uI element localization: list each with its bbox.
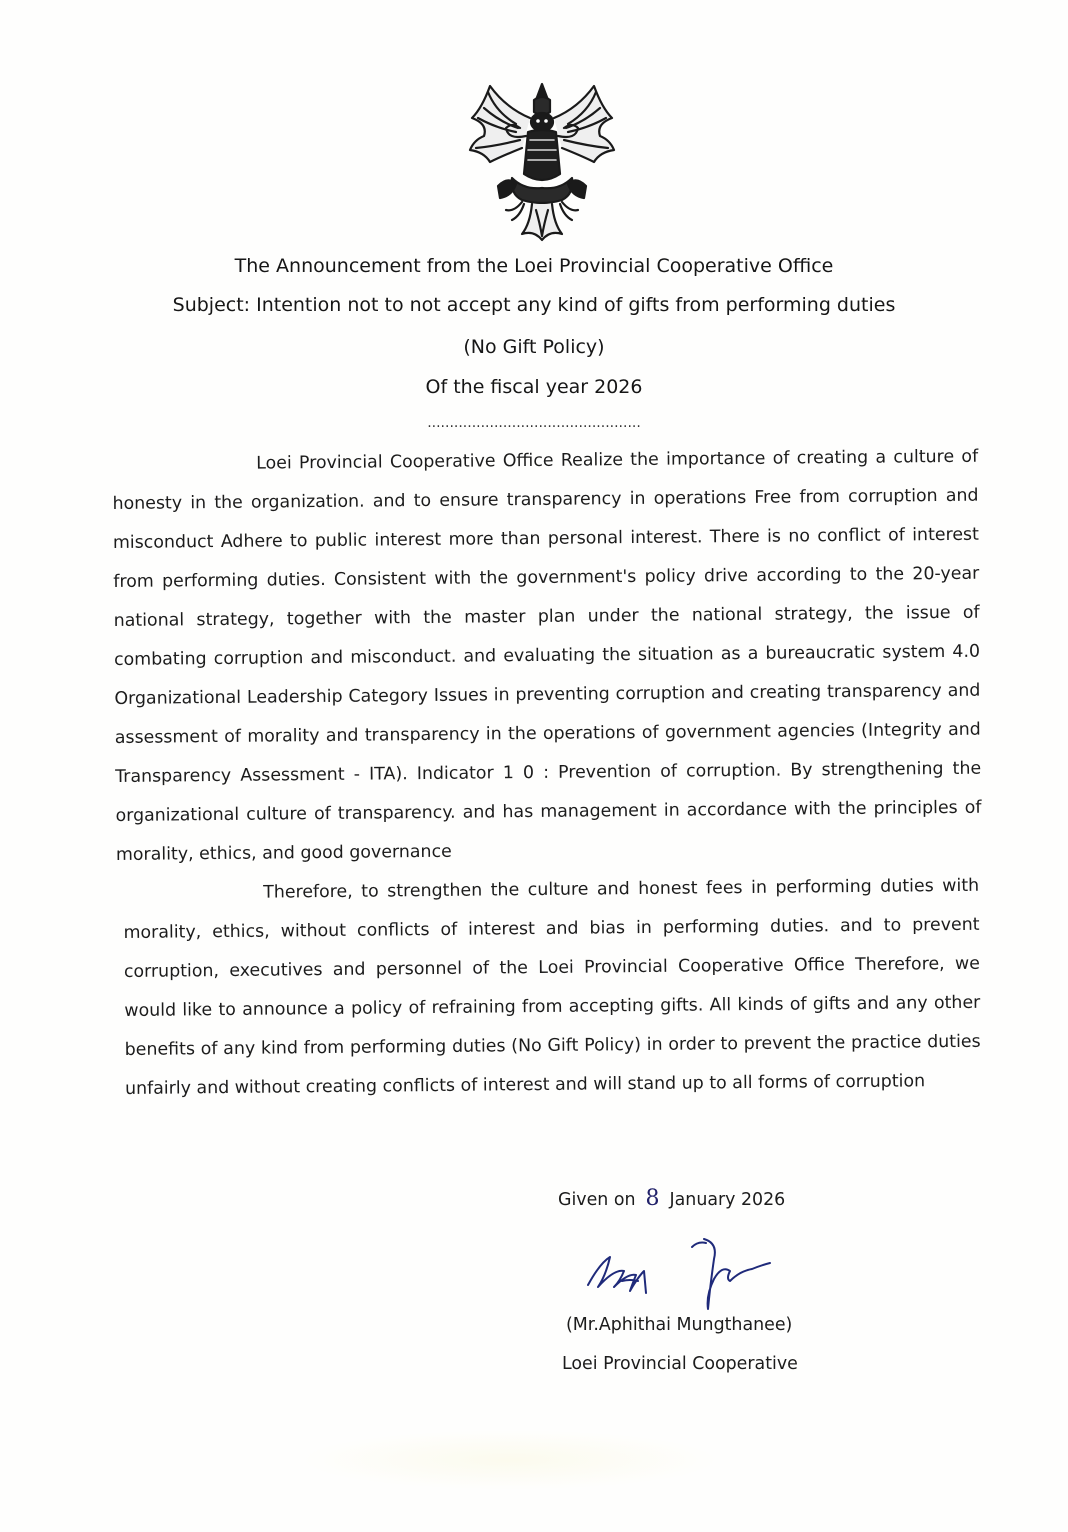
body-paragraph-1: Loei Provincial Cooperative Office Realize the importance of creating a culture of honesty in the organization. and to ensure transparency in operations Free from corruption and misconduct Adhere to public interest more than personal interest. There is no conflict of interest from performing duties. Consistent with the government's policy drive according to the 20-year national strategy, together with the master plan under the national strategy, the issue of combating corruption and misconduct. and evaluating the situation as a bureaucratic system 4.0 Organizational Leadership Category Issues in preventing corruption and creating transparency and assessment of morality and transparency in the operations of government agencies (Integrity and Transparency Assessment - ITA). Indicator 1 0 : Prevention of corruption. By strengthening the organizational culture of transparency. and has management in accordance with the principles of morality, ethics, and good governance: [112, 446, 982, 865]
given-month-year: January 2026: [669, 1190, 786, 1210]
handwritten-signature: [580, 1235, 780, 1317]
announcement-title: The Announcement from the Loei Provincial Cooperative Office: [234, 255, 834, 277]
fiscal-year: Of the fiscal year 2026: [425, 376, 643, 398]
given-day-handwritten: 8: [645, 1186, 660, 1211]
body-paragraph-2: Therefore, to strengthen the culture and honest fees in performing duties with morality, ethics, without conflicts of interest and bias in performing duties. and to prevent corruption, executives and personnel of the Loei Provincial Cooperative Office Therefore, we would like to announce a policy of refraining from accepting gifts. All kinds of gifts and any other benefits of any kind from performing duties (No Gift Policy) in order to prevent the practice duties unfairly and without creating conflicts of interest and will stand up to all forms of corruption: [123, 875, 981, 1099]
signer-title: Loei Provincial Cooperative: [562, 1354, 798, 1374]
policy-name: (No Gift Policy): [463, 336, 605, 358]
paper-stain: [300, 1430, 720, 1490]
garuda-emblem-icon: [462, 78, 622, 244]
announcement-subject: Subject: Intention not to not accept any kind of gifts from performing duties: [172, 294, 896, 316]
signer-name: (Mr.Aphithai Mungthanee): [566, 1315, 793, 1335]
dotted-separator: ................................................: [427, 415, 641, 431]
given-prefix: Given on: [558, 1190, 636, 1210]
given-date: [558, 1186, 785, 1211]
